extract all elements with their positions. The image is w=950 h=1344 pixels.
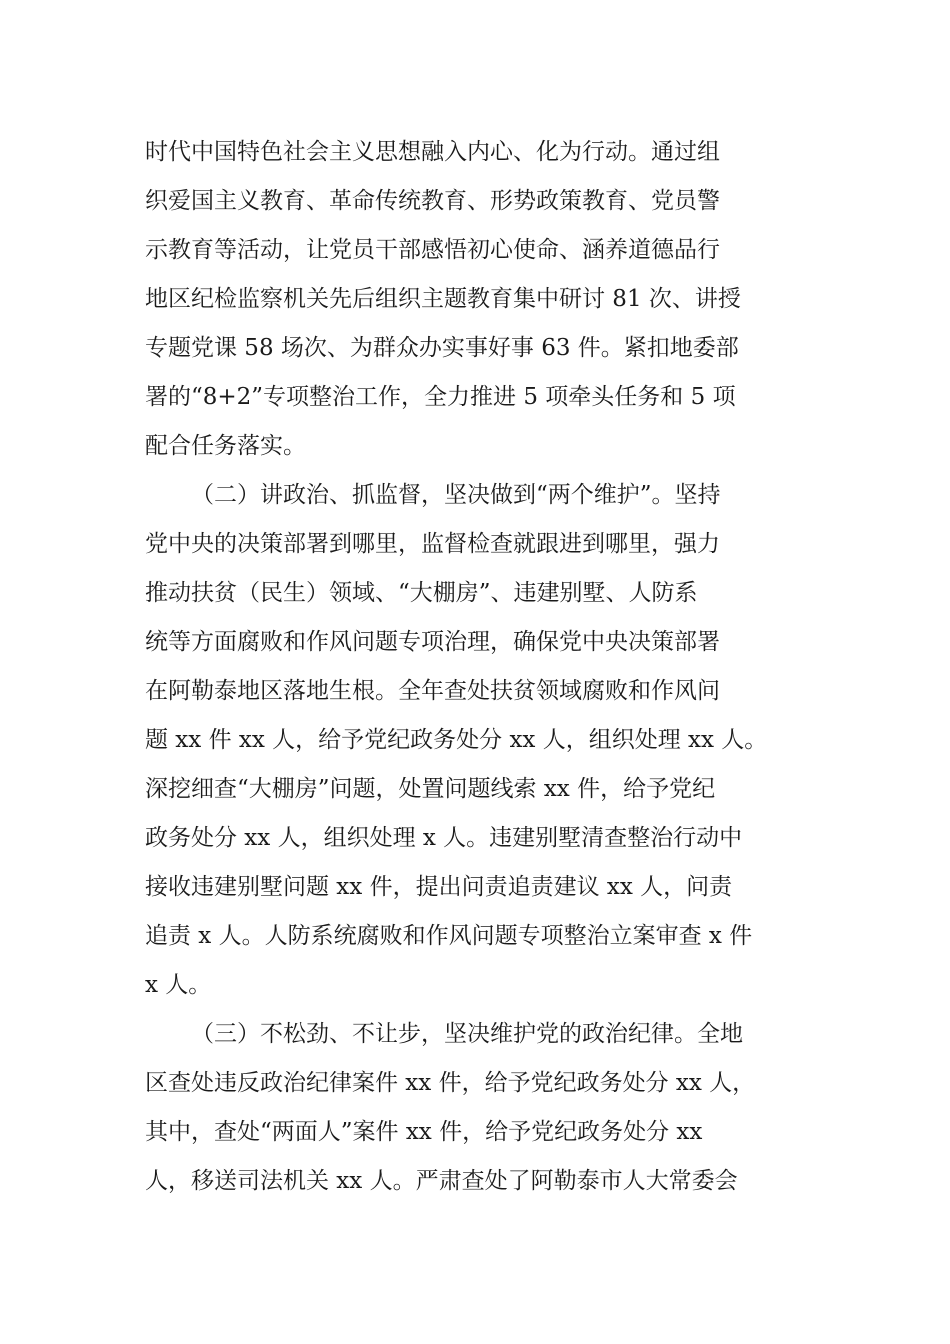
text-line: 其中，查处“两面人”案件 xx 件，给予党纪政务处分 xx	[145, 1119, 703, 1145]
text-line: 时代中国特色社会主义思想融入内心、化为行动。通过组	[145, 139, 720, 165]
text-line: 织爱国主义教育、革命传统教育、形势政策教育、党员警	[145, 188, 720, 214]
body-text	[145, 128, 810, 1206]
text-line: 署的“8+2”专项整治工作，全力推进 5 项牵头任务和 5 项	[145, 384, 736, 410]
text-line: 推动扶贫（民生）领域、“大棚房”、违建别墅、人防系	[145, 580, 698, 606]
text-line: 深挖细查“大棚房”问题，处置问题线索 xx 件，给予党纪	[145, 776, 716, 802]
text-line: x 人。	[145, 972, 212, 998]
text-line: 人，移送司法机关 xx 人。严肃查处了阿勒泰市人大常委会	[145, 1168, 738, 1194]
paragraph-2-two-safeguards	[145, 471, 810, 1010]
paragraph-3-political-discipline	[145, 1010, 810, 1206]
text-line: 政务处分 xx 人，组织处理 x 人。违建别墅清查整治行动中	[145, 825, 743, 851]
text-line: 接收违建别墅问题 xx 件，提出问责追责建议 xx 人，问责	[145, 874, 733, 900]
text-line: 示教育等活动，让党员干部感悟初心使命、涵养道德品行	[145, 237, 720, 263]
text-line: 地区纪检监察机关先后组织主题教育集中研讨 81 次、讲授	[145, 286, 741, 312]
text-line: （二）讲政治、抓监督，坚决做到“两个维护”。坚持	[191, 482, 721, 508]
text-line: （三）不松劲、不让步，坚决维护党的政治纪律。全地	[191, 1021, 743, 1047]
text-line: 题 xx 件 xx 人，给予党纪政务处分 xx 人，组织处理 xx 人。	[145, 727, 768, 753]
text-line: 追责 x 人。人防系统腐败和作风问题专项整治立案审查 x 件	[145, 923, 753, 949]
text-line: 在阿勒泰地区落地生根。全年查处扶贫领域腐败和作风问	[145, 678, 720, 704]
text-line: 统等方面腐败和作风问题专项治理，确保党中央决策部署	[145, 629, 720, 655]
text-line: 区查处违反政治纪律案件 xx 件，给予党纪政务处分 xx 人，	[145, 1070, 756, 1096]
text-line: 党中央的决策部署到哪里，监督检查就跟进到哪里，强力	[145, 531, 720, 557]
paragraph-1-continuation	[145, 128, 810, 471]
text-line: 配合任务落实。	[145, 433, 306, 459]
text-line: 专题党课 58 场次、为群众办实事好事 63 件。紧扣地委部	[145, 335, 739, 361]
